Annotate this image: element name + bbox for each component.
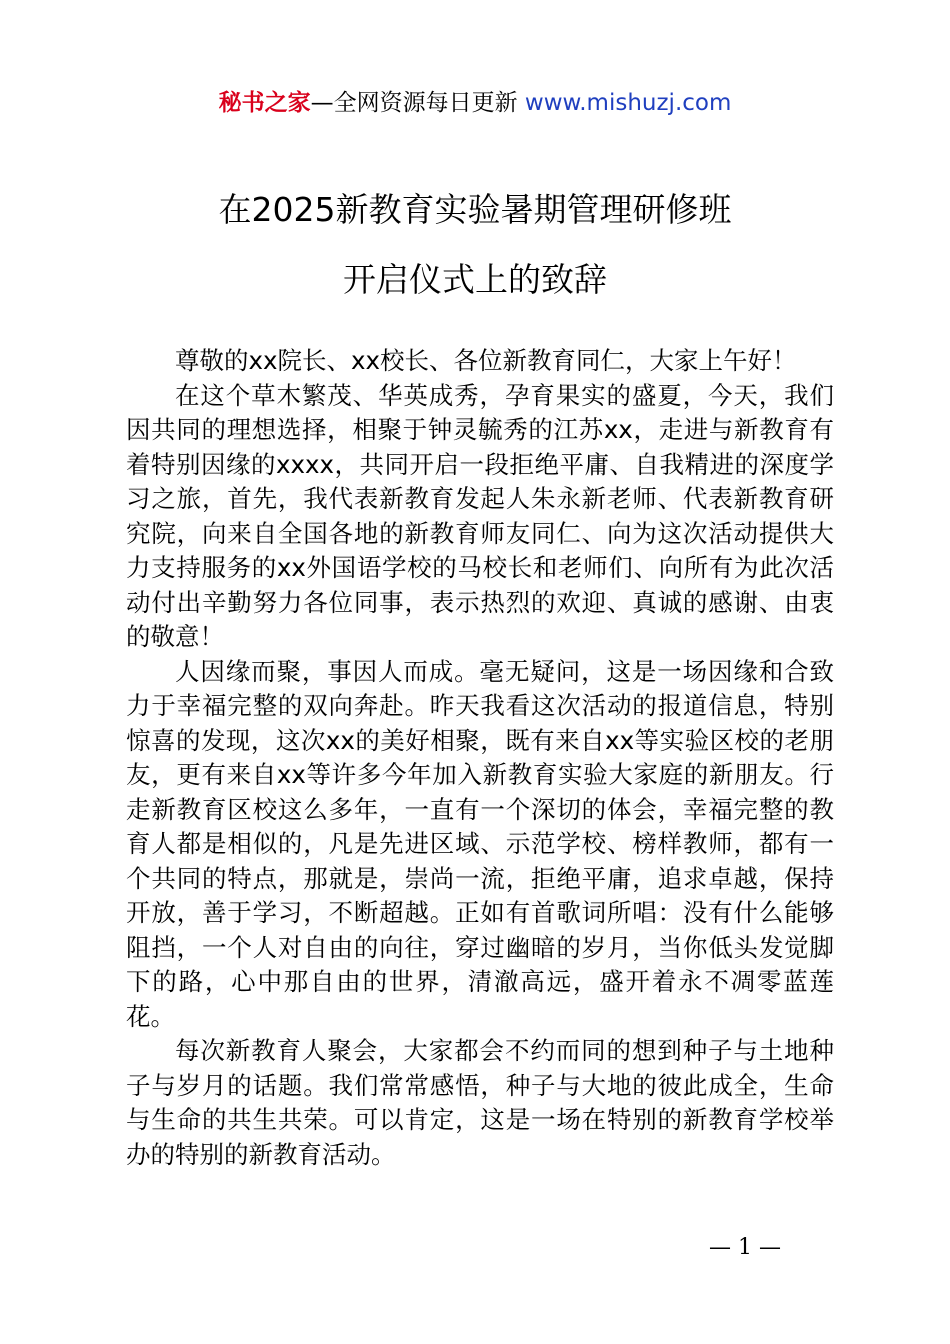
paragraph: 人因缘而聚，事因人而成。毫无疑问，这是一场因缘和合致力于幸福完整的双向奔赴。昨天我看这次活动的报道信息，特别惊喜的发现，这次xx的美好相聚，既有来自xx等实验区校的老朋友，更有来自xx等许多今年加入新教育实验大家庭的新朋友。行走新教育区校这么多年，一直有一个深切的体会，幸福完整的教育人都是相似的，凡是先进区域、示范学校、榜样教师，都有一个共同的特点，那就是，崇尚一流，拒绝平庸，追求卓越，保持开放，善于学习，不断超越。正如有首歌词所唱：没有什么能够阻挡，一个人对自由的向往，穿过幽暗的岁月，当你低头发觉脚下的路，心中那自由的世界，清澈高远，盛开着永不凋零蓝莲花。 — [126, 656, 834, 1031]
paragraph: 每次新教育人聚会，大家都会不约而同的想到种子与土地种子与岁月的话题。我们常常感悟，种子与大地的彼此成全，生命与生命的共生共荣。可以肯定，这是一场在特别的新教育学校举办的特别的新教育活动。 — [126, 1036, 834, 1169]
paragraph: 在这个草木繁茂、华英成秀，孕育果实的盛夏，今天，我们因共同的理想选择，相聚于钟灵毓秀的江苏xx，走进与新教育有着特别因缘的xxxx，共同开启一段拒绝平庸、自我精进的深度学习之旅，首先，我代表新教育发起人朱永新老师、代表新教育研究院，向来自全国各地的新教育师友同仁、向为这次活动提供大力支持服务的xx外国语学校的马校长和老师们、向所有为此次活动付出辛勤努力各位同事，表示热烈的欢迎、真诚的感谢、由衷的敬意！ — [126, 380, 834, 651]
site-url-link[interactable]: www.mishuzj.com — [524, 90, 732, 116]
site-header — [0, 86, 950, 120]
page-number: — 1 — — [709, 1235, 781, 1260]
header-tagline: —全网资源每日更新 — [310, 90, 525, 116]
paragraph-greeting: 尊敬的xx院长、xx校长、各位新教育同仁，大家上午好！ — [175, 346, 797, 375]
document-title-line-2: 开启仪式上的致辞 — [343, 260, 607, 299]
document-title-line-1: 在2025新教育实验暑期管理研修班 — [218, 190, 732, 229]
brand-name: 秘书之家 — [218, 90, 311, 116]
document-body — [126, 344, 834, 1172]
